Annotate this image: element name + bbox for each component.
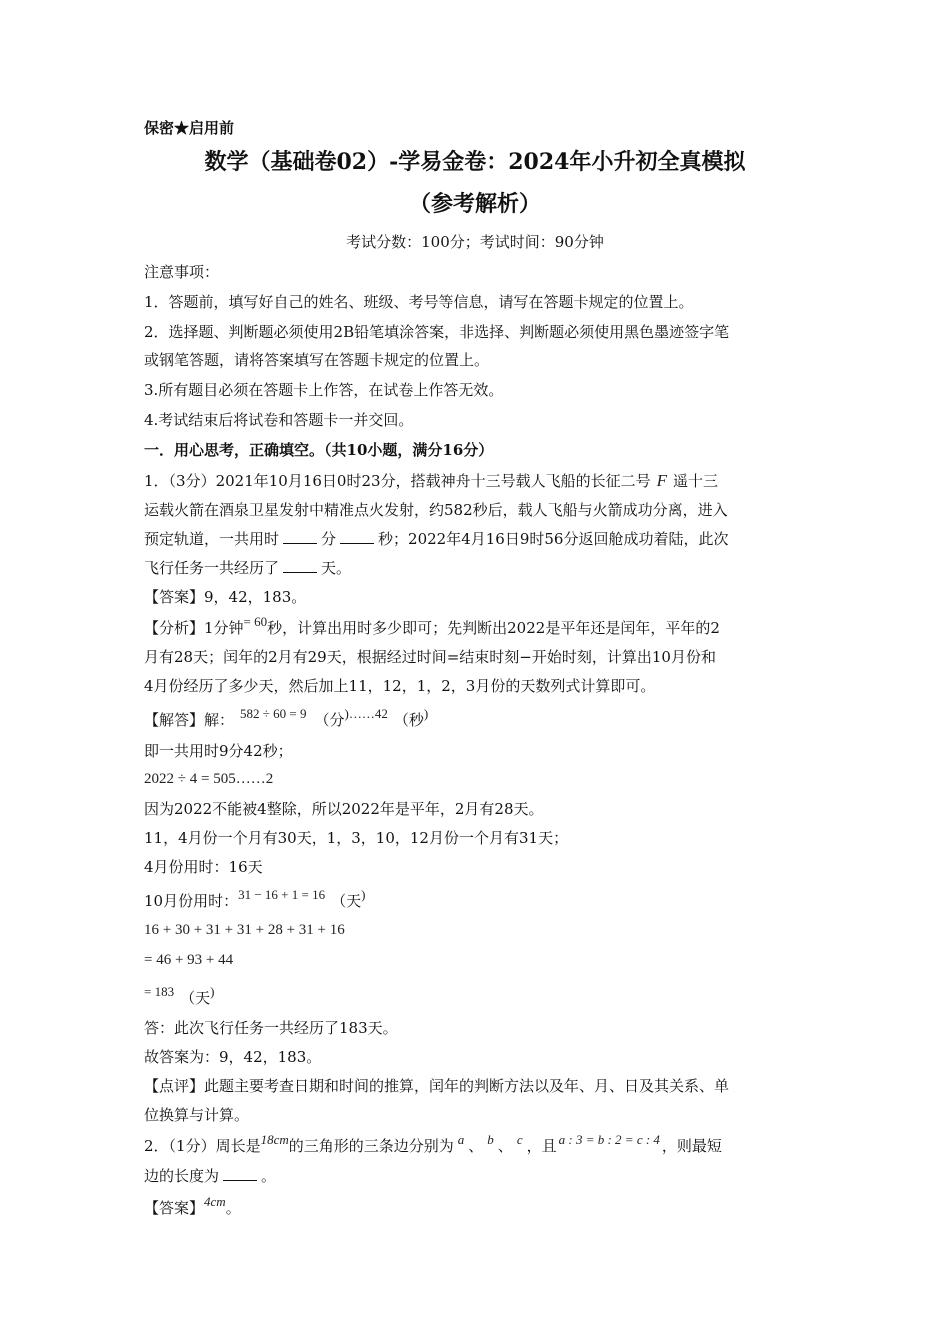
q2-answer bbox=[144, 1194, 241, 1219]
q1-analysis-1 bbox=[144, 614, 720, 639]
q1-comment-2: 位换算与计算。 bbox=[144, 1106, 250, 1124]
math-expression: 18cm bbox=[260, 1132, 289, 1147]
q1-analysis-3: 4月份经历了多少天，然后加上11，12，1，2，3月份的天数列式计算即可。 bbox=[144, 677, 656, 695]
q1-solution-3: 2022 ÷ 4 = 505……2 bbox=[144, 771, 274, 787]
q1-line-2: 运载火箭在酒泉卫星发射中精准点火发射，约582秒后，载人飞船与火箭成功分离，进入 bbox=[144, 501, 728, 519]
answer-blank[interactable] bbox=[283, 558, 317, 573]
math-expression: 582 ÷ 60 = 9 bbox=[240, 706, 307, 721]
math-expression: = 60 bbox=[243, 614, 268, 629]
q1-text: 【解答】解： bbox=[144, 711, 235, 729]
q1-text: 1．（3分）2021年10月16日0时23分，搭载神舟十三号载人飞船的长征二号 bbox=[144, 472, 651, 490]
math-variable: b bbox=[487, 1132, 494, 1147]
q2-text: 、 bbox=[497, 1137, 513, 1155]
math-expression: 31 − 16 + 1 = 16 bbox=[238, 887, 326, 902]
math-expression: 4cm bbox=[204, 1194, 226, 1209]
math-expression: ) bbox=[210, 984, 215, 999]
q1-text: （天 bbox=[180, 989, 211, 1007]
section-heading: 一．用心思考，正确填空。（共10小题，满分16分） bbox=[144, 441, 494, 459]
math-expression: )……42 bbox=[344, 706, 388, 721]
q1-solution-5: 11，4月份一个月有30天，1，3，10，12月份一个月有31天； bbox=[144, 829, 569, 847]
q1-text: （分 bbox=[314, 711, 345, 729]
q1-solution-9: = 46 + 93 + 44 bbox=[144, 952, 234, 968]
q2-text: 【答案】 bbox=[144, 1199, 205, 1217]
answer-blank[interactable] bbox=[223, 1166, 257, 1181]
q1-line-3 bbox=[144, 529, 728, 549]
q2-text: 边的长度为 bbox=[144, 1167, 220, 1185]
page-subtitle: （参考解析） bbox=[408, 191, 541, 217]
q1-text: （天 bbox=[331, 892, 362, 910]
q2-text: ，则最短 bbox=[661, 1137, 722, 1155]
q2-text: ，且 bbox=[526, 1137, 557, 1155]
q1-line-4 bbox=[144, 558, 351, 578]
note-1: 1．答题前，填写好自己的姓名、班级、考号等信息，请写在答题卡规定的位置上。 bbox=[144, 293, 694, 311]
q1-text: 【分析】1分钟 bbox=[144, 619, 244, 637]
q2-text: 的三角形的三条边分别为 bbox=[288, 1137, 454, 1155]
secret-label: 保密★启用前 bbox=[144, 119, 235, 137]
q2-text: 2．（1分）周长是 bbox=[144, 1137, 261, 1155]
math-variable: c bbox=[516, 1132, 523, 1147]
q1-solution-11: 答：此次飞行任务一共经历了183天。 bbox=[144, 1019, 398, 1037]
q1-solution-6: 4月份用时：16天 bbox=[144, 858, 263, 876]
q1-solution-12: 故答案为：9，42，183。 bbox=[144, 1048, 322, 1066]
q2-text: 。 bbox=[225, 1199, 241, 1217]
q1-text: 飞行任务一共经历了 bbox=[144, 559, 280, 577]
note-2a: 2．选择题、判断题必须使用2B铅笔填涂答案，非选择、判断题必须使用黑色墨迹签字笔 bbox=[144, 323, 730, 341]
q1-solution-10 bbox=[144, 984, 215, 1009]
math-variable: a bbox=[457, 1132, 465, 1147]
q2-text: 。 bbox=[261, 1167, 277, 1185]
note-4: 4.考试结束后将试卷和答题卡一并交回。 bbox=[144, 411, 414, 429]
math-expression: a : 3 = b : 2 = c : 4 bbox=[558, 1132, 660, 1147]
q1-solution-8: 16 + 30 + 31 + 31 + 28 + 31 + 16 bbox=[144, 922, 345, 938]
q1-text: 天。 bbox=[321, 559, 352, 577]
q1-solution-4: 因为2022不能被4整除，所以2022年是平年，2月有28天。 bbox=[144, 800, 544, 818]
q2-line-1 bbox=[144, 1132, 722, 1157]
math-expression: ) bbox=[423, 706, 429, 721]
q2-line-2 bbox=[144, 1166, 276, 1186]
q1-text: 分 bbox=[321, 530, 337, 548]
q1-analysis-2: 月有28天；闰年的2月有29天，根据经过时间=结束时刻−开始时刻，计算出10月份和 bbox=[144, 648, 716, 666]
q1-comment-1: 【点评】此题主要考查日期和时间的推算，闰年的判断方法以及年、月、日及其关系、单 bbox=[144, 1077, 730, 1095]
page-title: 数学（基础卷02）-学易金卷：2024年小升初全真模拟 bbox=[204, 149, 746, 175]
math-expression: = 183 bbox=[144, 984, 175, 999]
q1-text: 遥十三 bbox=[672, 472, 718, 490]
q1-solution-2: 即一共用时9分42秒； bbox=[144, 742, 293, 760]
q1-answer: 【答案】9，42，183。 bbox=[144, 588, 307, 606]
q1-text: 秒；2022年4月16日9时56分返回舱成功着陆，此次 bbox=[378, 530, 729, 548]
notes-heading: 注意事项： bbox=[144, 263, 220, 281]
q1-variable-f: F bbox=[656, 471, 667, 490]
q1-text: 秒，计算出用时多少即可；先判断出2022是平年还是闰年，平年的2 bbox=[267, 619, 720, 637]
q1-line-1 bbox=[144, 471, 718, 491]
q1-solution-1 bbox=[144, 706, 429, 731]
answer-blank[interactable] bbox=[283, 529, 317, 544]
answer-blank[interactable] bbox=[340, 529, 374, 544]
q1-text: 10月份用时： bbox=[144, 892, 239, 910]
q1-solution-7 bbox=[144, 887, 366, 912]
q1-text: 预定轨道，一共用时 bbox=[144, 530, 280, 548]
math-expression: ) bbox=[361, 887, 366, 902]
note-3: 3.所有题目必须在答题卡上作答，在试卷上作答无效。 bbox=[144, 381, 504, 399]
q2-text: 、 bbox=[468, 1137, 484, 1155]
exam-info: 考试分数：100分；考试时间：90分钟 bbox=[346, 233, 604, 251]
note-2b: 或钢笔答题，请将答案填写在答题卡规定的位置上。 bbox=[144, 351, 490, 369]
q1-text: （秒 bbox=[393, 711, 424, 729]
